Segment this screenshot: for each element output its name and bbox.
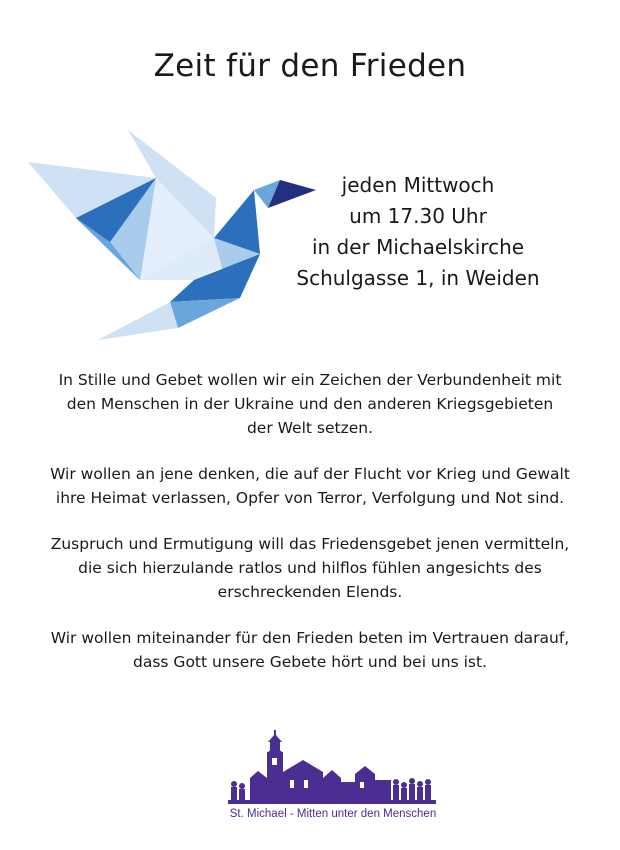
page-title: Zeit für den Frieden [153,48,467,84]
paragraph-prayer [40,626,580,674]
paragraph-encouragement [40,532,580,604]
text-line: Zuspruch und Ermutigung will das Friedensgebet jenen vermitteln, [50,535,570,553]
text-line: dass Gott unsere Gebete hört und bei uns ist. [133,653,487,671]
paragraph-solidarity [40,368,580,440]
text-line: den Menschen in der Ukraine und den anderen Kriegsgebieten [66,395,554,413]
text-line: die sich hierzulande ratlos und hilflos fühlen angesichts des [78,559,542,577]
origami-dove-image [28,130,318,345]
event-address: Schulgasse 1, in Weiden [296,266,540,290]
logo-caption: St. Michael - Mitten unter den Menschen [229,808,437,820]
event-day: jeden Mittwoch [341,173,495,197]
text-line: erschreckenden Elends. [217,583,403,601]
event-info [288,170,548,294]
event-time: um 17.30 Uhr [349,204,487,228]
st-michael-logo [228,728,438,828]
text-line: der Welt setzen. [246,419,374,437]
text-line: ihre Heimat verlassen, Opfer von Terror, Verfolgung und Not sind. [55,489,565,507]
paragraph-refugees [40,462,580,510]
body-text [40,368,580,696]
text-line: Wir wollen an jene denken, die auf der Flucht vor Krieg und Gewalt [50,465,570,483]
event-location: in der Michaelskirche [311,235,525,259]
text-line: In Stille und Gebet wollen wir ein Zeichen der Verbundenheit mit [58,371,562,389]
text-line: Wir wollen miteinander für den Frieden beten im Vertrauen darauf, [50,629,570,647]
church-silhouette-icon [228,728,438,806]
